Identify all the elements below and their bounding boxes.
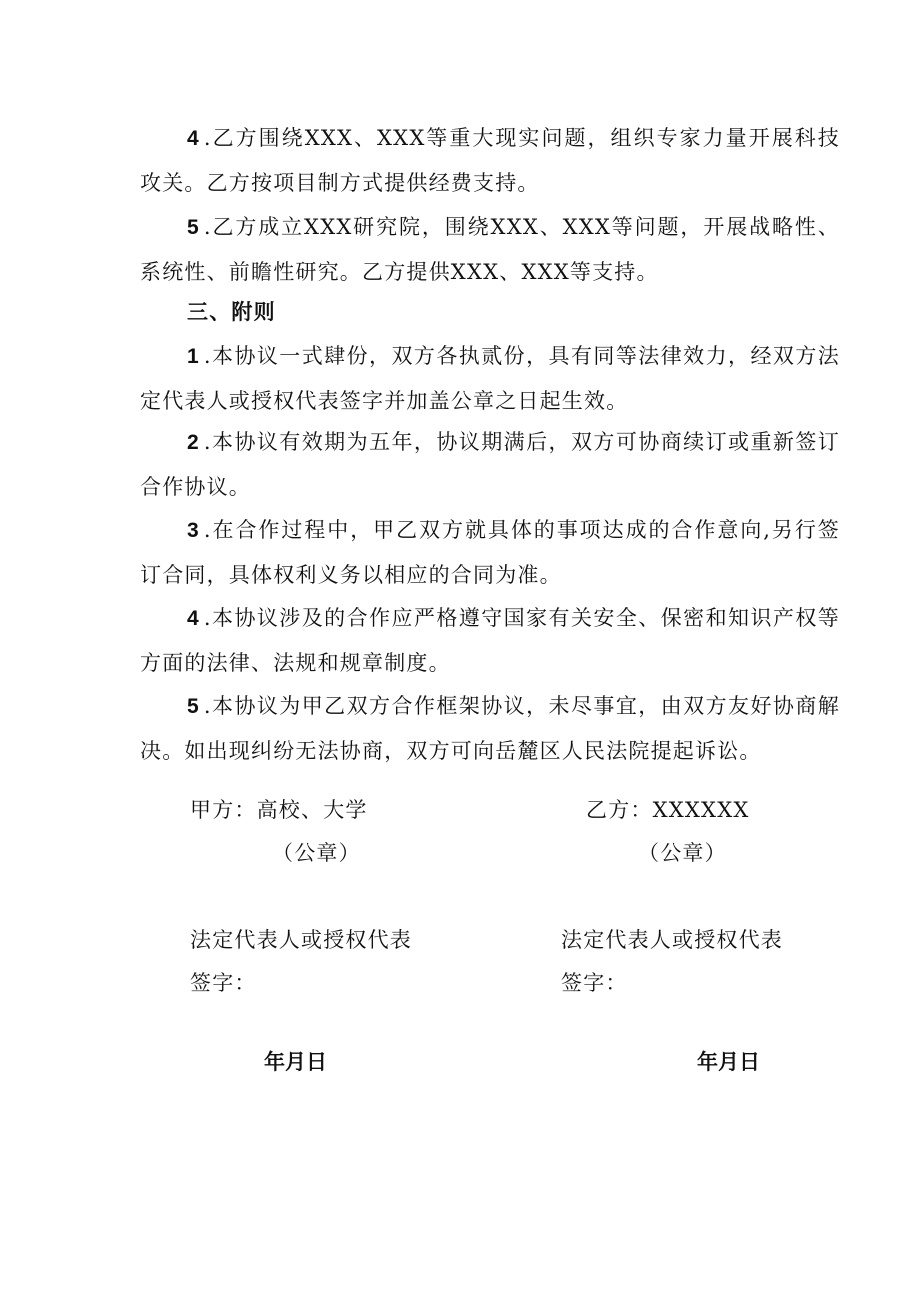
clause-text: .本协议涉及的合作应严格遵守国家有关安全、保密和知识产权等方面的法律、法规和规章制度。	[140, 606, 840, 675]
clause-3-5	[140, 684, 840, 773]
party-b-name: 乙方：XXXXXX	[586, 798, 750, 822]
clause-3-2	[140, 420, 840, 509]
clause-number: 4	[187, 127, 200, 150]
party-b-representative: 法定代表人或授权代表	[561, 928, 783, 952]
clause-text: .在合作过程中，甲乙双方就具体的事项达成的合作意向,另行签订合同，具体权利义务以相应的合同为准。	[140, 518, 840, 587]
clause-3-1	[140, 334, 840, 423]
party-b-date: 年月日	[697, 1050, 760, 1074]
clause-number: 4	[187, 607, 200, 630]
clause-text: .本协议为甲乙双方合作框架协议，未尽事宜，由双方友好协商解决。如出现纠纷无法协商，双方可向岳麓区人民法院提起诉讼。	[140, 694, 840, 763]
clause-number: 1	[187, 345, 200, 368]
clause-text: .本协议一式肆份，双方各执贰份，具有同等法律效力，经双方法定代表人或授权代表签字并加盖公章之日起生效。	[140, 344, 840, 413]
clause-3-3	[140, 508, 840, 597]
clause-2-4	[140, 116, 840, 205]
section-heading-appendix: 三、附则	[187, 300, 276, 324]
party-a-signature-label: 签字：	[190, 971, 257, 995]
party-a-representative: 法定代表人或授权代表	[190, 928, 412, 952]
party-b-signature-label: 签字：	[561, 971, 628, 995]
clause-3-4	[140, 596, 840, 685]
clause-number: 3	[187, 519, 200, 542]
party-b-seal: （公章）	[638, 841, 727, 865]
clause-text: .乙方成立XXX研究院，围绕XXX、XXX等问题，开展战略性、系统性、前瞻性研究。乙方提供XXX、XXX等支持。	[140, 215, 840, 284]
clause-text: .乙方围绕XXX、XXX等重大现实问题，组织专家力量开展科技攻关。乙方按项目制方式提供经费支持。	[140, 126, 840, 195]
party-a-name: 甲方：高校、大学	[190, 798, 368, 822]
clause-number: 5	[187, 216, 200, 239]
party-a-date: 年月日	[264, 1050, 327, 1074]
clause-number: 5	[187, 695, 200, 718]
party-a-seal: （公章）	[272, 841, 361, 865]
clause-2-5	[140, 205, 840, 294]
clause-text: .本协议有效期为五年，协议期满后，双方可协商续订或重新签订合作协议。	[140, 430, 840, 499]
clause-number: 2	[187, 431, 200, 454]
